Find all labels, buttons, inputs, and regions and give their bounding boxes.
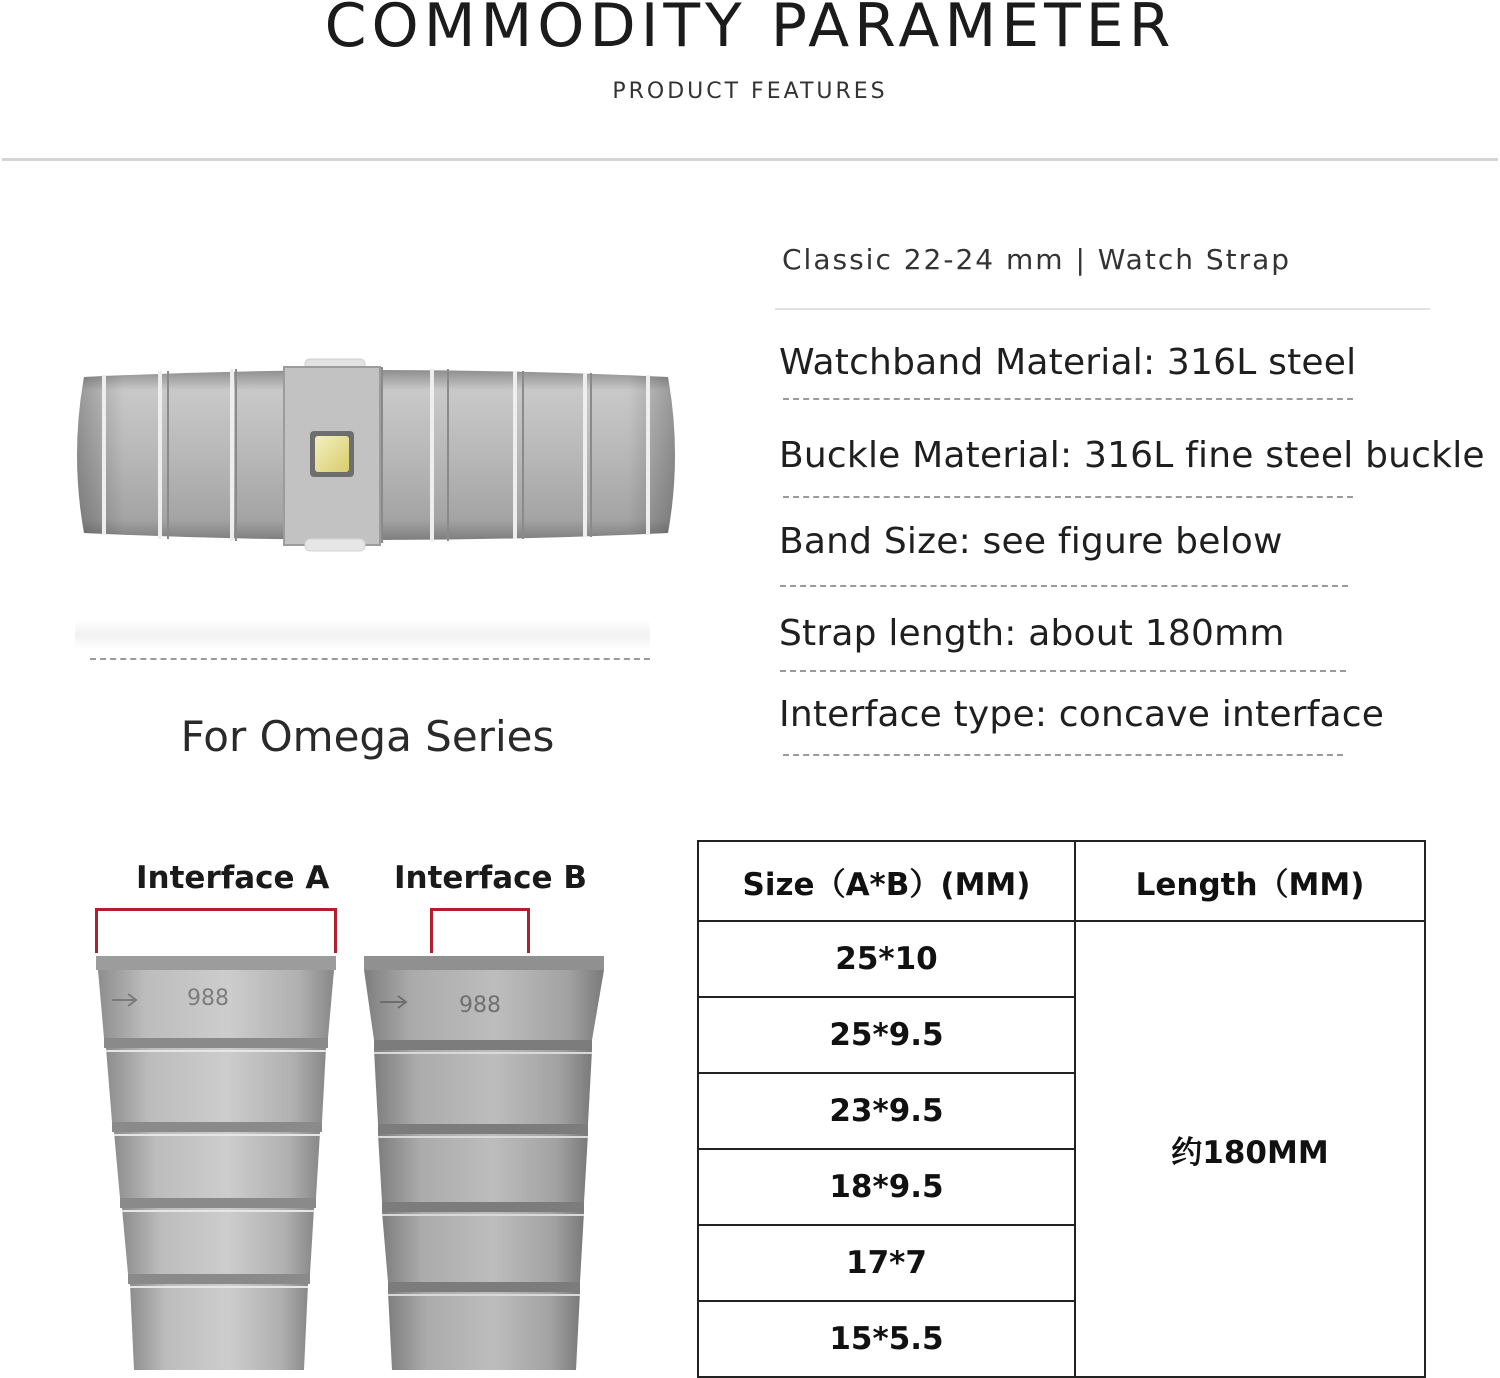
table-header-row [698,841,1425,921]
interface-b-engraving: 988 [459,993,501,1018]
spec-divider [783,496,1353,498]
length-column-header: Length（MM) [1075,841,1425,921]
bracelet-image [70,355,682,555]
interface-a-engraving: 988 [187,986,229,1011]
spec-buckle-material: Buckle Material: 316L fine steel buckle [779,435,1485,476]
spec-divider [780,670,1346,672]
size-cell: 15*5.5 [698,1301,1075,1377]
size-cell: 23*9.5 [698,1073,1075,1149]
spec-watchband-material: Watchband Material: 316L steel [779,342,1357,383]
spec-heading: Classic 22-24 mm | Watch Strap [782,243,1292,276]
spec-divider [783,398,1353,400]
interface-a-bracket [95,908,337,953]
spec-divider [780,585,1348,587]
size-column-header: Size（A*B）(MM) [698,841,1075,921]
spec-band-size: Band Size: see figure below [779,521,1283,562]
interface-b-label: Interface B [394,860,587,896]
interface-a-label: Interface A [136,860,330,896]
header-divider [2,158,1498,161]
size-cell: 18*9.5 [698,1149,1075,1225]
product-divider [90,658,650,660]
table-row [698,921,1425,997]
page-title: COMMODITY PARAMETER [324,0,1176,61]
interface-b-bracket [430,908,530,953]
bracelet-reflection [75,620,650,650]
page-subtitle: PRODUCT FEATURES [612,79,888,104]
size-table [697,840,1426,1378]
spec-strap-length: Strap length: about 180mm [779,613,1285,654]
spec-heading-rule [775,308,1430,310]
series-label: For Omega Series [180,712,555,761]
size-cell: 25*10 [698,921,1075,997]
spec-interface-type: Interface type: concave interface [779,694,1385,735]
interface-a-strap-image [94,952,340,1370]
spec-divider [783,754,1343,756]
size-cell: 17*7 [698,1225,1075,1301]
size-cell: 25*9.5 [698,997,1075,1073]
length-cell: 约180MM [1075,921,1425,1377]
